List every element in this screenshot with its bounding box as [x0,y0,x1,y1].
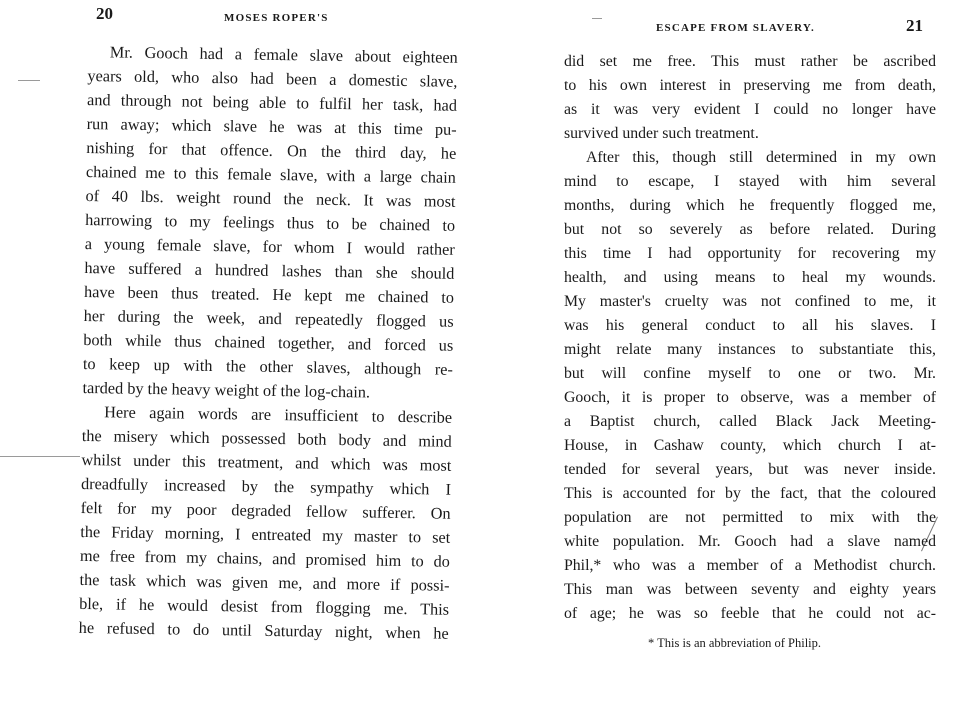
text-line: My master's cruelty was not confined to me, it [564,293,936,310]
text-line: but will confine myself to one or two. Mr. [564,365,936,382]
left-page-number: 20 [96,4,113,23]
text-line: a young female slave, for whom I would rather [84,233,455,259]
text-line: this time I had opportunity for recovering my [564,245,936,262]
left-page-body [79,40,458,646]
text-line: a Baptist church, called Black Jack Meeting- [564,413,936,430]
text-line: nishing for that offence. On the third day, he [86,137,457,163]
text-line: but not so severely as before related. During [564,221,936,238]
text-line: harrowing to my feelings thus to be chained to [85,209,456,235]
right-page-body [564,50,936,626]
text-line: This is accounted for by the fact, that the coloured [564,485,936,502]
text-line: tarded by the heavy weight of the log-chain. [82,377,371,402]
text-line: he refused to do until Saturday night, when he [78,617,449,643]
right-page-number: 21 [906,16,923,35]
text-line: tended for several years, but was never inside. [564,461,936,478]
text-line: run away; which slave he was at this time pu- [86,113,457,139]
text-line: as it was very evident I could no longer have [564,101,936,118]
text-line: the task which was given me, and more if possi- [79,569,450,595]
text-line: of 40 lbs. weight round the neck. It was most [85,185,456,211]
text-line: Here again words are insufficient to describe [104,402,453,427]
text-line: the Friday morning, I entreated my master to set [80,521,451,547]
left-running-head: MOSES ROPER'S [224,12,329,24]
text-line: white population. Mr. Gooch had a slave named [564,533,936,550]
text-line: chained me to this female slave, with a large chain [85,161,457,187]
footnote: * This is an abbreviation of Philip. [648,636,822,650]
text-line: After this, though still determined in my own [586,149,936,166]
text-line: did set me free. This must rather be ascribed [564,53,936,70]
text-line: ble, if he would desist from flogging me. This [78,593,450,619]
text-line: whilst under this treatment, and which was most [81,449,452,475]
text-line: to his own interest in preserving me from death, [564,77,936,94]
text-line: House, in Cashaw county, which church I at- [564,437,936,454]
text-line: Phil,* who was a member of a Methodist church. [564,557,936,574]
text-line: have been thus treated. He kept me chained to [83,281,455,307]
right-page [500,0,980,724]
text-line: felt for my poor degraded fellow sufferer. On [80,497,451,523]
text-line: her during the week, and repeatedly flogged us [83,305,454,331]
text-line: dreadfully increased by the sympathy which I [80,473,452,499]
text-line: both while thus chained together, and forced us [83,329,454,355]
text-line: have suffered a hundred lashes than she should [84,257,455,283]
text-line: population are not permitted to mix with the [564,509,936,526]
right-running-head: ESCAPE FROM SLAVERY. [656,22,816,34]
text-line: This man was between seventy and eighty years [564,581,936,598]
text-line: and through not being able to fulfil her task, had [86,89,458,115]
text-line: years old, who also had been a domestic slave, [87,65,458,91]
text-line: Mr. Gooch had a female slave about eighteen [109,42,458,67]
text-line: months, during which he frequently flogged me, [564,197,936,214]
text-line: me free from my chains, and promised him to do [79,545,451,571]
text-line: to keep up with the other slaves, although re- [82,353,454,379]
text-line: might relate many instances to substantiate this, [564,341,936,358]
text-line: mind to escape, I stayed with him several [564,173,936,190]
text-line: the misery which possessed both body and mind [81,425,452,451]
text-line: Gooch, it is proper to observe, was a member of [564,389,936,406]
text-line: was his general conduct to all his slaves. I [564,317,936,334]
text-line: survived under such treatment. [564,125,759,142]
text-line: of age; he was so feeble that he could not ac- [564,605,936,622]
text-line: health, and using means to heal my wounds. [564,269,936,286]
